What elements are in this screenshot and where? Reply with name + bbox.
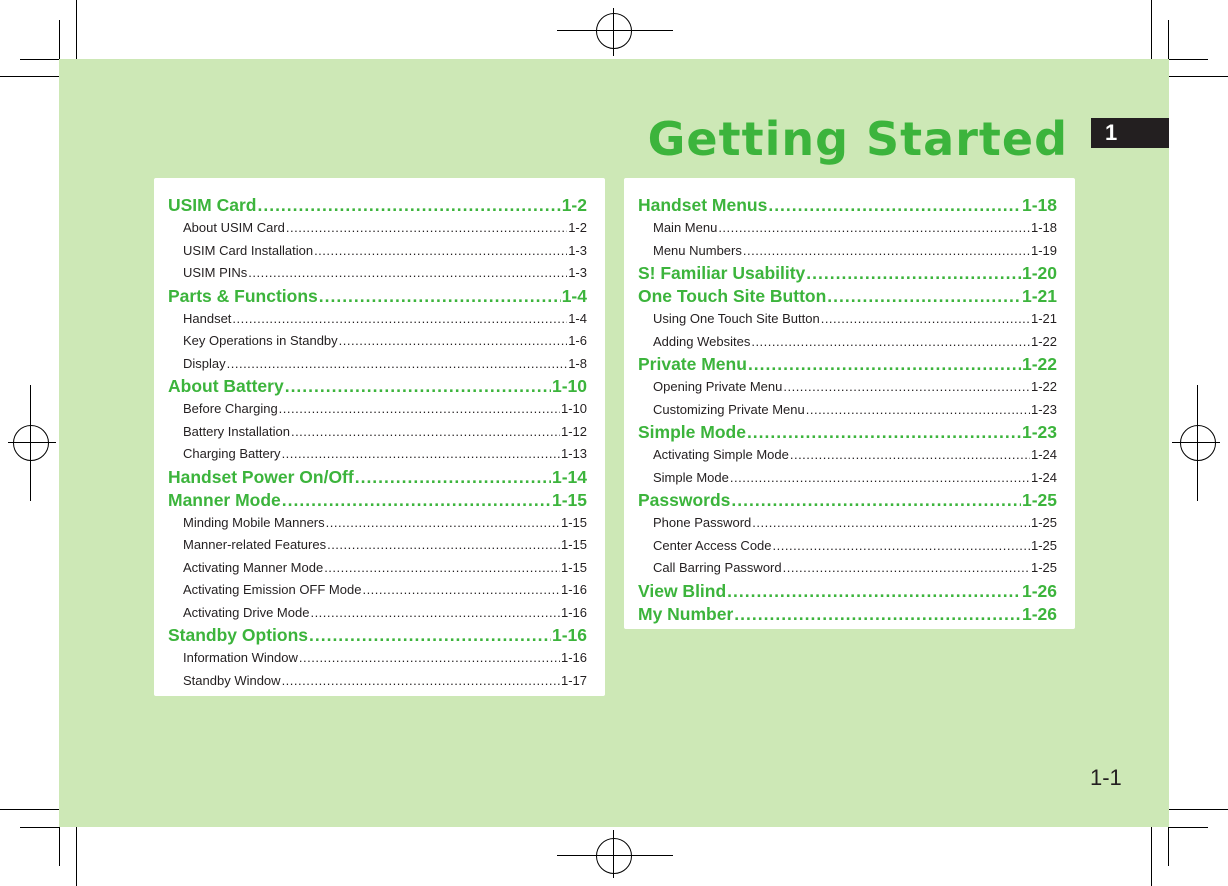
toc-section-entry[interactable] xyxy=(638,489,1057,512)
toc-item-entry[interactable] xyxy=(638,444,1057,467)
toc-entry-label: Customizing Private Menu xyxy=(653,401,805,417)
chapter-title: Getting Started xyxy=(647,112,1068,166)
crop-mark xyxy=(1151,827,1152,886)
chapter-number: 1 xyxy=(1105,120,1118,145)
crop-mark xyxy=(0,76,59,77)
toc-entry-page: 1-15 xyxy=(560,537,587,552)
toc-entry-page: 1-12 xyxy=(560,423,587,439)
toc-entry-label: Activating Manner Mode xyxy=(183,559,324,575)
toc-section-entry[interactable] xyxy=(168,375,587,398)
toc-entry-label: Battery Installation xyxy=(183,423,290,439)
toc-entry-label: Center Access Code xyxy=(653,537,772,553)
crop-mark xyxy=(59,827,60,866)
toc-left-panel xyxy=(154,178,605,696)
toc-item-entry[interactable] xyxy=(168,262,587,285)
toc-section-entry[interactable] xyxy=(638,603,1057,626)
toc-entry-page: 1-16 xyxy=(551,625,587,645)
toc-entry-page: 1-14 xyxy=(551,466,587,487)
crop-mark xyxy=(1168,20,1169,59)
crop-mark xyxy=(76,827,77,886)
toc-leader-dots xyxy=(768,194,1021,217)
toc-entry-page: 1-3 xyxy=(568,265,587,280)
registration-mark xyxy=(596,13,632,49)
toc-leader-dots xyxy=(734,603,1021,626)
toc-item-entry[interactable] xyxy=(168,353,587,376)
toc-entry-page: 1-22 xyxy=(1021,354,1057,374)
toc-leader-dots xyxy=(286,217,567,240)
toc-leader-dots xyxy=(310,602,560,625)
toc-section-entry[interactable] xyxy=(638,194,1057,217)
crop-mark xyxy=(1169,59,1208,60)
toc-leader-dots xyxy=(291,421,560,444)
toc-leader-dots xyxy=(718,217,1030,240)
crop-mark xyxy=(1169,76,1228,77)
toc-entry-page: 1-21 xyxy=(1030,311,1057,326)
toc-leader-dots xyxy=(327,534,560,557)
chapter-number-tab xyxy=(1091,118,1169,148)
toc-item-entry[interactable] xyxy=(638,399,1057,422)
toc-entry-page: 1-15 xyxy=(551,489,587,510)
toc-leader-dots xyxy=(314,240,567,263)
toc-section-entry[interactable] xyxy=(168,194,587,217)
toc-entry-page: 1-15 xyxy=(560,514,587,530)
toc-entry-label: Standby Options xyxy=(168,625,308,645)
toc-leader-dots xyxy=(355,466,551,489)
toc-entry-label: Information Window xyxy=(183,650,298,665)
registration-mark xyxy=(596,838,632,874)
crop-mark xyxy=(20,59,59,60)
toc-entry-page: 1-20 xyxy=(1021,263,1057,283)
toc-entry-label: USIM Card xyxy=(168,195,257,215)
toc-item-entry[interactable] xyxy=(638,240,1057,263)
toc-leader-dots xyxy=(751,331,1030,354)
toc-section-entry[interactable] xyxy=(168,285,587,308)
toc-entry-page: 1-25 xyxy=(1030,537,1057,553)
toc-entry-page: 1-2 xyxy=(568,220,587,235)
toc-entry-label: Parts & Functions xyxy=(168,285,318,306)
toc-item-entry[interactable] xyxy=(168,421,587,444)
toc-item-entry[interactable] xyxy=(168,240,587,263)
toc-item-entry[interactable] xyxy=(168,670,587,693)
toc-leader-dots xyxy=(743,240,1030,263)
toc-entry-label: Activating Simple Mode xyxy=(653,447,789,462)
toc-item-entry[interactable] xyxy=(168,512,587,535)
toc-leader-dots xyxy=(747,421,1021,444)
toc-entry-page: 1-2 xyxy=(561,195,587,215)
toc-section-entry[interactable] xyxy=(168,624,587,647)
crop-mark xyxy=(59,20,60,59)
toc-entry-label: Handset Menus xyxy=(638,195,768,215)
toc-entry-label: Manner-related Features xyxy=(183,537,327,552)
toc-entry-label: Charging Battery xyxy=(183,446,281,461)
page-number: 1-1 xyxy=(1090,765,1122,790)
toc-entry-label: One Touch Site Button xyxy=(638,286,827,306)
toc-entry-page: 1-22 xyxy=(1030,333,1057,349)
toc-leader-dots xyxy=(806,262,1021,285)
toc-leader-dots xyxy=(827,285,1021,308)
toc-entry-page: 1-3 xyxy=(568,242,587,258)
toc-entry-label: Private Menu xyxy=(638,354,747,374)
toc-left-list xyxy=(168,194,587,692)
toc-leader-dots xyxy=(282,670,560,693)
toc-entry-page: 1-23 xyxy=(1021,422,1057,442)
toc-entry-page: 1-25 xyxy=(1030,515,1057,530)
toc-leader-dots xyxy=(748,353,1021,376)
toc-entry-page: 1-6 xyxy=(568,333,587,348)
toc-entry-label: About USIM Card xyxy=(183,220,285,235)
toc-item-entry[interactable] xyxy=(168,308,587,331)
toc-entry-page: 1-8 xyxy=(568,355,587,371)
toc-entry-label: Menu Numbers xyxy=(653,242,742,258)
registration-mark xyxy=(13,425,49,461)
toc-leader-dots xyxy=(362,579,560,602)
toc-leader-dots xyxy=(731,489,1021,512)
toc-leader-dots xyxy=(783,376,1030,399)
toc-leader-dots xyxy=(821,308,1030,331)
toc-entry-label: Handset xyxy=(183,310,232,326)
toc-entry-label: Before Charging xyxy=(183,401,278,416)
toc-entry-label: Using One Touch Site Button xyxy=(653,311,820,326)
toc-entry-page: 1-10 xyxy=(560,401,587,416)
toc-item-entry[interactable] xyxy=(168,534,587,557)
toc-leader-dots xyxy=(783,557,1030,580)
toc-section-entry[interactable] xyxy=(638,421,1057,444)
toc-entry-label: Activating Drive Mode xyxy=(183,604,310,620)
toc-leader-dots xyxy=(324,557,560,580)
toc-leader-dots xyxy=(257,194,560,217)
toc-leader-dots xyxy=(806,399,1030,422)
toc-entry-page: 1-15 xyxy=(560,559,587,575)
toc-item-entry[interactable] xyxy=(168,579,587,602)
toc-section-entry[interactable] xyxy=(638,580,1057,603)
toc-entry-page: 1-24 xyxy=(1030,447,1057,462)
toc-entry-page: 1-21 xyxy=(1021,286,1057,306)
crop-mark xyxy=(1168,827,1169,866)
toc-entry-page: 1-4 xyxy=(561,285,587,306)
toc-section-entry[interactable] xyxy=(168,466,587,489)
toc-entry-label: Adding Websites xyxy=(653,333,751,349)
toc-leader-dots xyxy=(790,444,1030,467)
toc-entry-label: Minding Mobile Manners xyxy=(183,514,325,530)
crop-mark xyxy=(20,827,59,828)
toc-section-entry[interactable] xyxy=(638,285,1057,308)
toc-item-entry[interactable] xyxy=(168,330,587,353)
toc-leader-dots xyxy=(730,467,1030,490)
toc-entry-label: Call Barring Password xyxy=(653,560,782,575)
toc-item-entry[interactable] xyxy=(168,647,587,670)
toc-leader-dots xyxy=(309,624,551,647)
toc-entry-page: 1-25 xyxy=(1030,560,1057,575)
toc-leader-dots xyxy=(727,580,1021,603)
toc-leader-dots xyxy=(279,398,560,421)
toc-entry-page: 1-19 xyxy=(1030,242,1057,258)
toc-entry-label: My Number xyxy=(638,603,734,624)
toc-entry-page: 1-17 xyxy=(560,672,587,688)
toc-item-entry[interactable] xyxy=(168,398,587,421)
toc-entry-label: Standby Window xyxy=(183,672,281,688)
toc-entry-label: USIM Card Installation xyxy=(183,242,314,258)
crop-mark xyxy=(1169,809,1228,810)
toc-item-entry[interactable] xyxy=(638,467,1057,490)
toc-item-entry[interactable] xyxy=(638,535,1057,558)
toc-leader-dots xyxy=(248,262,567,285)
toc-leader-dots xyxy=(773,535,1030,558)
crop-mark xyxy=(76,0,77,59)
toc-entry-page: 1-25 xyxy=(1021,490,1057,510)
toc-item-entry[interactable] xyxy=(638,331,1057,354)
toc-item-entry[interactable] xyxy=(638,557,1057,580)
toc-item-entry[interactable] xyxy=(168,557,587,580)
toc-leader-dots xyxy=(227,353,568,376)
toc-leader-dots xyxy=(232,308,567,331)
toc-entry-label: Display xyxy=(183,355,226,371)
toc-entry-label: Main Menu xyxy=(653,220,718,235)
toc-section-entry[interactable] xyxy=(638,353,1057,376)
toc-leader-dots xyxy=(326,512,560,535)
crop-mark xyxy=(1151,0,1152,59)
toc-entry-label: Phone Password xyxy=(653,515,752,530)
toc-section-entry[interactable] xyxy=(638,262,1057,285)
toc-entry-page: 1-18 xyxy=(1021,195,1057,215)
toc-item-entry[interactable] xyxy=(638,217,1057,240)
toc-right-panel xyxy=(624,178,1075,629)
toc-leader-dots xyxy=(282,489,551,512)
toc-item-entry[interactable] xyxy=(168,443,587,466)
toc-entry-page: 1-4 xyxy=(568,310,587,326)
toc-entry-label: Simple Mode xyxy=(638,422,746,442)
crop-mark xyxy=(1169,827,1208,828)
toc-entry-page: 1-22 xyxy=(1030,379,1057,394)
toc-entry-page: 1-26 xyxy=(1021,603,1057,624)
toc-entry-page: 1-24 xyxy=(1030,469,1057,485)
toc-section-entry[interactable] xyxy=(168,489,587,512)
toc-entry-page: 1-13 xyxy=(560,446,587,461)
toc-entry-label: View Blind xyxy=(638,580,727,601)
toc-entry-label: Manner Mode xyxy=(168,489,281,510)
registration-mark xyxy=(1180,425,1216,461)
toc-entry-page: 1-16 xyxy=(560,582,587,597)
toc-leader-dots xyxy=(752,512,1030,535)
crop-mark xyxy=(0,809,59,810)
toc-entry-label: USIM PINs xyxy=(183,265,248,280)
toc-leader-dots xyxy=(282,443,560,466)
toc-item-entry[interactable] xyxy=(638,512,1057,535)
toc-entry-label: S! Familiar Usability xyxy=(638,263,806,283)
toc-leader-dots xyxy=(299,647,560,670)
toc-right-list xyxy=(638,194,1057,626)
toc-entry-label: Key Operations in Standby xyxy=(183,333,338,348)
toc-entry-page: 1-26 xyxy=(1021,580,1057,601)
toc-entry-page: 1-23 xyxy=(1030,401,1057,417)
toc-leader-dots xyxy=(285,375,551,398)
toc-leader-dots xyxy=(319,285,561,308)
toc-entry-page: 1-16 xyxy=(560,604,587,620)
toc-entry-label: Simple Mode xyxy=(653,469,729,485)
toc-item-entry[interactable] xyxy=(638,376,1057,399)
toc-entry-label: About Battery xyxy=(168,376,284,396)
toc-leader-dots xyxy=(339,330,568,353)
toc-item-entry[interactable] xyxy=(638,308,1057,331)
toc-entry-page: 1-10 xyxy=(551,376,587,396)
toc-entry-page: 1-18 xyxy=(1030,220,1057,235)
toc-entry-label: Handset Power On/Off xyxy=(168,466,354,487)
toc-entry-label: Activating Emission OFF Mode xyxy=(183,582,362,597)
toc-entry-label: Passwords xyxy=(638,490,731,510)
toc-item-entry[interactable] xyxy=(168,217,587,240)
toc-entry-page: 1-16 xyxy=(560,650,587,665)
toc-entry-label: Opening Private Menu xyxy=(653,379,783,394)
toc-item-entry[interactable] xyxy=(168,602,587,625)
